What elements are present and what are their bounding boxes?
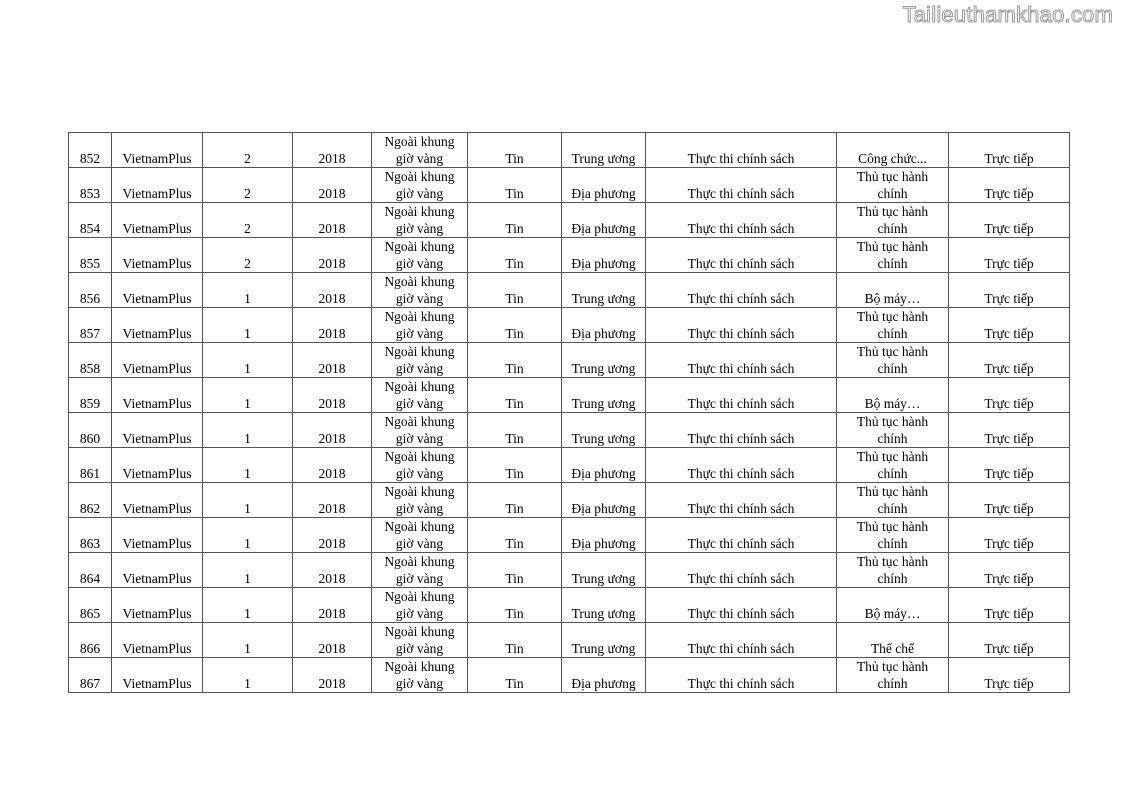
time-slot-line-1: Ngoài khung	[384, 239, 455, 254]
time-slot-line-2: giờ vàng	[395, 151, 444, 166]
count-cell: 1	[203, 623, 293, 658]
table-row	[69, 273, 1070, 308]
year-cell: 2018	[293, 518, 372, 553]
source-name: VietnamPlus	[122, 606, 192, 621]
time-slot-line-1: Ngoài khung	[384, 274, 455, 289]
form-cell: Trực tiếp	[949, 658, 1070, 693]
topic-line-1: Thủ tục hành	[856, 414, 929, 429]
time-slot-line-1: Ngoài khung	[384, 659, 455, 674]
year-cell: 2018	[293, 483, 372, 518]
content-cell: Thực thi chính sách	[646, 378, 837, 413]
source-cell	[112, 168, 203, 203]
time-slot-line-1: Ngoài khung	[384, 484, 455, 499]
time-slot-cell	[372, 623, 468, 658]
topic-line-1: Thủ tục hành	[856, 659, 929, 674]
time-slot-line-1: Ngoài khung	[384, 379, 455, 394]
year-cell: 2018	[293, 413, 372, 448]
table-row	[69, 448, 1070, 483]
level-cell: Địa phương	[562, 308, 646, 343]
content-cell: Thực thi chính sách	[646, 623, 837, 658]
time-slot-cell	[372, 378, 468, 413]
content-cell: Thực thi chính sách	[646, 203, 837, 238]
topic-line-2: chính	[877, 571, 908, 586]
row-number: 855	[69, 238, 112, 273]
type-cell: Tin	[468, 343, 562, 378]
year-cell: 2018	[293, 168, 372, 203]
form-cell: Trực tiếp	[949, 588, 1070, 623]
source-name: VietnamPlus	[122, 431, 192, 446]
time-slot-line-2: giờ vàng	[395, 641, 444, 656]
time-slot-cell	[372, 553, 468, 588]
time-slot-line-2: giờ vàng	[395, 256, 444, 271]
level-cell: Địa phương	[562, 448, 646, 483]
topic-line-1: Thủ tục hành	[856, 554, 929, 569]
form-cell: Trực tiếp	[949, 483, 1070, 518]
table-row	[69, 168, 1070, 203]
source-name: VietnamPlus	[122, 186, 192, 201]
row-number: 858	[69, 343, 112, 378]
form-cell: Trực tiếp	[949, 518, 1070, 553]
source-cell	[112, 518, 203, 553]
row-number: 864	[69, 553, 112, 588]
time-slot-line-1: Ngoài khung	[384, 449, 455, 464]
type-cell: Tin	[468, 518, 562, 553]
time-slot-line-2: giờ vàng	[395, 431, 444, 446]
table-row	[69, 238, 1070, 273]
table-row	[69, 343, 1070, 378]
form-cell: Trực tiếp	[949, 308, 1070, 343]
table-row	[69, 623, 1070, 658]
count-cell: 1	[203, 553, 293, 588]
time-slot-cell	[372, 588, 468, 623]
source-name: VietnamPlus	[122, 291, 192, 306]
time-slot-line-2: giờ vàng	[395, 571, 444, 586]
year-cell: 2018	[293, 133, 372, 168]
topic-line-2: chính	[877, 676, 908, 691]
type-cell: Tin	[468, 203, 562, 238]
time-slot-cell	[372, 448, 468, 483]
count-cell: 1	[203, 658, 293, 693]
topic-line-2: chính	[877, 466, 908, 481]
content-cell: Thực thi chính sách	[646, 483, 837, 518]
content-cell: Thực thi chính sách	[646, 588, 837, 623]
type-cell: Tin	[468, 273, 562, 308]
time-slot-line-2: giờ vàng	[395, 221, 444, 236]
row-number: 854	[69, 203, 112, 238]
year-cell: 2018	[293, 273, 372, 308]
count-cell: 1	[203, 588, 293, 623]
table-row	[69, 553, 1070, 588]
topic-cell	[837, 658, 949, 693]
source-cell	[112, 343, 203, 378]
watermark-text: Tailieuthamkhao.com	[902, 2, 1113, 27]
topic-cell	[837, 133, 949, 168]
form-cell: Trực tiếp	[949, 133, 1070, 168]
time-slot-cell	[372, 168, 468, 203]
year-cell: 2018	[293, 553, 372, 588]
time-slot-line-1: Ngoài khung	[384, 169, 455, 184]
time-slot-line-2: giờ vàng	[395, 326, 444, 341]
topic-line-2: chính	[877, 361, 908, 376]
topic-line-2: chính	[877, 326, 908, 341]
form-cell: Trực tiếp	[949, 168, 1070, 203]
source-cell	[112, 658, 203, 693]
type-cell: Tin	[468, 483, 562, 518]
source-cell	[112, 273, 203, 308]
content-cell: Thực thi chính sách	[646, 133, 837, 168]
source-cell	[112, 483, 203, 518]
time-slot-cell	[372, 658, 468, 693]
content-cell: Thực thi chính sách	[646, 518, 837, 553]
count-cell: 1	[203, 518, 293, 553]
time-slot-cell	[372, 203, 468, 238]
topic-line-1: Thủ tục hành	[856, 344, 929, 359]
table-row	[69, 658, 1070, 693]
source-cell	[112, 588, 203, 623]
topic-cell	[837, 308, 949, 343]
year-cell: 2018	[293, 378, 372, 413]
topic-cell	[837, 553, 949, 588]
time-slot-cell	[372, 273, 468, 308]
topic-line-2: Bộ máy…	[864, 291, 921, 306]
level-cell: Trung ương	[562, 553, 646, 588]
count-cell: 1	[203, 273, 293, 308]
source-cell	[112, 133, 203, 168]
source-name: VietnamPlus	[122, 641, 192, 656]
time-slot-line-2: giờ vàng	[395, 396, 444, 411]
time-slot-line-1: Ngoài khung	[384, 414, 455, 429]
year-cell: 2018	[293, 308, 372, 343]
type-cell: Tin	[468, 553, 562, 588]
content-cell: Thực thi chính sách	[646, 168, 837, 203]
content-cell: Thực thi chính sách	[646, 448, 837, 483]
topic-cell	[837, 238, 949, 273]
source-name: VietnamPlus	[122, 396, 192, 411]
topic-cell	[837, 623, 949, 658]
time-slot-line-2: giờ vàng	[395, 361, 444, 376]
source-name: VietnamPlus	[122, 256, 192, 271]
topic-line-2: Bộ máy…	[864, 606, 921, 621]
table-row	[69, 133, 1070, 168]
type-cell: Tin	[468, 413, 562, 448]
topic-line-2: chính	[877, 256, 908, 271]
content-cell: Thực thi chính sách	[646, 413, 837, 448]
time-slot-line-2: giờ vàng	[395, 536, 444, 551]
source-name: VietnamPlus	[122, 151, 192, 166]
topic-line-2: chính	[877, 221, 908, 236]
level-cell: Trung ương	[562, 623, 646, 658]
type-cell: Tin	[468, 658, 562, 693]
data-table	[68, 132, 1070, 693]
row-number: 865	[69, 588, 112, 623]
topic-cell	[837, 413, 949, 448]
year-cell: 2018	[293, 238, 372, 273]
time-slot-line-2: giờ vàng	[395, 186, 444, 201]
table-row	[69, 203, 1070, 238]
time-slot-line-1: Ngoài khung	[384, 554, 455, 569]
source-name: VietnamPlus	[122, 361, 192, 376]
type-cell: Tin	[468, 133, 562, 168]
table-row	[69, 413, 1070, 448]
topic-line-2: chính	[877, 431, 908, 446]
year-cell: 2018	[293, 448, 372, 483]
content-cell: Thực thi chính sách	[646, 658, 837, 693]
source-name: VietnamPlus	[122, 676, 192, 691]
row-number: 853	[69, 168, 112, 203]
count-cell: 1	[203, 448, 293, 483]
time-slot-line-1: Ngoài khung	[384, 624, 455, 639]
content-cell: Thực thi chính sách	[646, 308, 837, 343]
form-cell: Trực tiếp	[949, 343, 1070, 378]
level-cell: Địa phương	[562, 203, 646, 238]
source-cell	[112, 623, 203, 658]
row-number: 852	[69, 133, 112, 168]
level-cell: Trung ương	[562, 133, 646, 168]
year-cell: 2018	[293, 658, 372, 693]
topic-cell	[837, 588, 949, 623]
row-number: 861	[69, 448, 112, 483]
year-cell: 2018	[293, 588, 372, 623]
row-number: 862	[69, 483, 112, 518]
source-name: VietnamPlus	[122, 466, 192, 481]
row-number: 859	[69, 378, 112, 413]
time-slot-line-1: Ngoài khung	[384, 204, 455, 219]
topic-line-1: Thủ tục hành	[856, 239, 929, 254]
count-cell: 1	[203, 413, 293, 448]
type-cell: Tin	[468, 168, 562, 203]
topic-line-2: chính	[877, 501, 908, 516]
row-number: 863	[69, 518, 112, 553]
table-body	[69, 133, 1070, 693]
year-cell: 2018	[293, 343, 372, 378]
time-slot-line-1: Ngoài khung	[384, 134, 455, 149]
type-cell: Tin	[468, 448, 562, 483]
level-cell: Địa phương	[562, 518, 646, 553]
source-cell	[112, 308, 203, 343]
count-cell: 1	[203, 343, 293, 378]
level-cell: Địa phương	[562, 168, 646, 203]
table-row	[69, 518, 1070, 553]
row-number: 867	[69, 658, 112, 693]
level-cell: Địa phương	[562, 238, 646, 273]
type-cell: Tin	[468, 308, 562, 343]
form-cell: Trực tiếp	[949, 623, 1070, 658]
count-cell: 2	[203, 133, 293, 168]
type-cell: Tin	[468, 238, 562, 273]
source-cell	[112, 378, 203, 413]
time-slot-line-2: giờ vàng	[395, 676, 444, 691]
row-number: 857	[69, 308, 112, 343]
topic-cell	[837, 483, 949, 518]
time-slot-cell	[372, 238, 468, 273]
topic-cell	[837, 168, 949, 203]
table-row	[69, 378, 1070, 413]
form-cell: Trực tiếp	[949, 273, 1070, 308]
level-cell: Địa phương	[562, 483, 646, 518]
time-slot-line-2: giờ vàng	[395, 466, 444, 481]
source-cell	[112, 413, 203, 448]
form-cell: Trực tiếp	[949, 378, 1070, 413]
topic-line-1: Thủ tục hành	[856, 449, 929, 464]
time-slot-line-2: giờ vàng	[395, 291, 444, 306]
source-name: VietnamPlus	[122, 221, 192, 236]
type-cell: Tin	[468, 378, 562, 413]
topic-line-1: Thủ tục hành	[856, 204, 929, 219]
level-cell: Trung ương	[562, 273, 646, 308]
source-name: VietnamPlus	[122, 501, 192, 516]
form-cell: Trực tiếp	[949, 203, 1070, 238]
topic-cell	[837, 203, 949, 238]
source-cell	[112, 203, 203, 238]
content-cell: Thực thi chính sách	[646, 238, 837, 273]
form-cell: Trực tiếp	[949, 553, 1070, 588]
time-slot-cell	[372, 343, 468, 378]
count-cell: 1	[203, 308, 293, 343]
count-cell: 2	[203, 168, 293, 203]
level-cell: Trung ương	[562, 413, 646, 448]
level-cell: Địa phương	[562, 658, 646, 693]
topic-cell	[837, 343, 949, 378]
topic-line-2: Bộ máy…	[864, 396, 921, 411]
source-name: VietnamPlus	[122, 326, 192, 341]
time-slot-cell	[372, 413, 468, 448]
count-cell: 2	[203, 203, 293, 238]
topic-line-2: chính	[877, 186, 908, 201]
content-cell: Thực thi chính sách	[646, 553, 837, 588]
level-cell: Trung ương	[562, 343, 646, 378]
row-number: 860	[69, 413, 112, 448]
topic-line-2: Thể chế	[870, 641, 915, 656]
type-cell: Tin	[468, 588, 562, 623]
form-cell: Trực tiếp	[949, 413, 1070, 448]
level-cell: Trung ương	[562, 588, 646, 623]
source-cell	[112, 553, 203, 588]
time-slot-cell	[372, 483, 468, 518]
level-cell: Trung ương	[562, 378, 646, 413]
year-cell: 2018	[293, 203, 372, 238]
topic-line-1: Thủ tục hành	[856, 309, 929, 324]
content-cell: Thực thi chính sách	[646, 273, 837, 308]
time-slot-line-2: giờ vàng	[395, 501, 444, 516]
source-cell	[112, 238, 203, 273]
table-row	[69, 308, 1070, 343]
topic-cell	[837, 518, 949, 553]
topic-line-1: Thủ tục hành	[856, 484, 929, 499]
topic-cell	[837, 273, 949, 308]
count-cell: 1	[203, 483, 293, 518]
topic-line-2: chính	[877, 536, 908, 551]
row-number: 856	[69, 273, 112, 308]
topic-line-1: Thủ tục hành	[856, 519, 929, 534]
table-row	[69, 588, 1070, 623]
count-cell: 2	[203, 238, 293, 273]
table-row	[69, 483, 1070, 518]
topic-line-1: Thủ tục hành	[856, 169, 929, 184]
time-slot-line-1: Ngoài khung	[384, 519, 455, 534]
source-name: VietnamPlus	[122, 571, 192, 586]
topic-line-2: Công chức...	[858, 151, 927, 166]
topic-cell	[837, 378, 949, 413]
source-cell	[112, 448, 203, 483]
form-cell: Trực tiếp	[949, 448, 1070, 483]
time-slot-line-1: Ngoài khung	[384, 589, 455, 604]
source-name: VietnamPlus	[122, 536, 192, 551]
count-cell: 1	[203, 378, 293, 413]
year-cell: 2018	[293, 623, 372, 658]
form-cell: Trực tiếp	[949, 238, 1070, 273]
type-cell: Tin	[468, 623, 562, 658]
time-slot-cell	[372, 133, 468, 168]
time-slot-cell	[372, 308, 468, 343]
time-slot-line-2: giờ vàng	[395, 606, 444, 621]
time-slot-cell	[372, 518, 468, 553]
topic-cell	[837, 448, 949, 483]
time-slot-line-1: Ngoài khung	[384, 344, 455, 359]
time-slot-line-1: Ngoài khung	[384, 309, 455, 324]
row-number: 866	[69, 623, 112, 658]
content-cell: Thực thi chính sách	[646, 343, 837, 378]
